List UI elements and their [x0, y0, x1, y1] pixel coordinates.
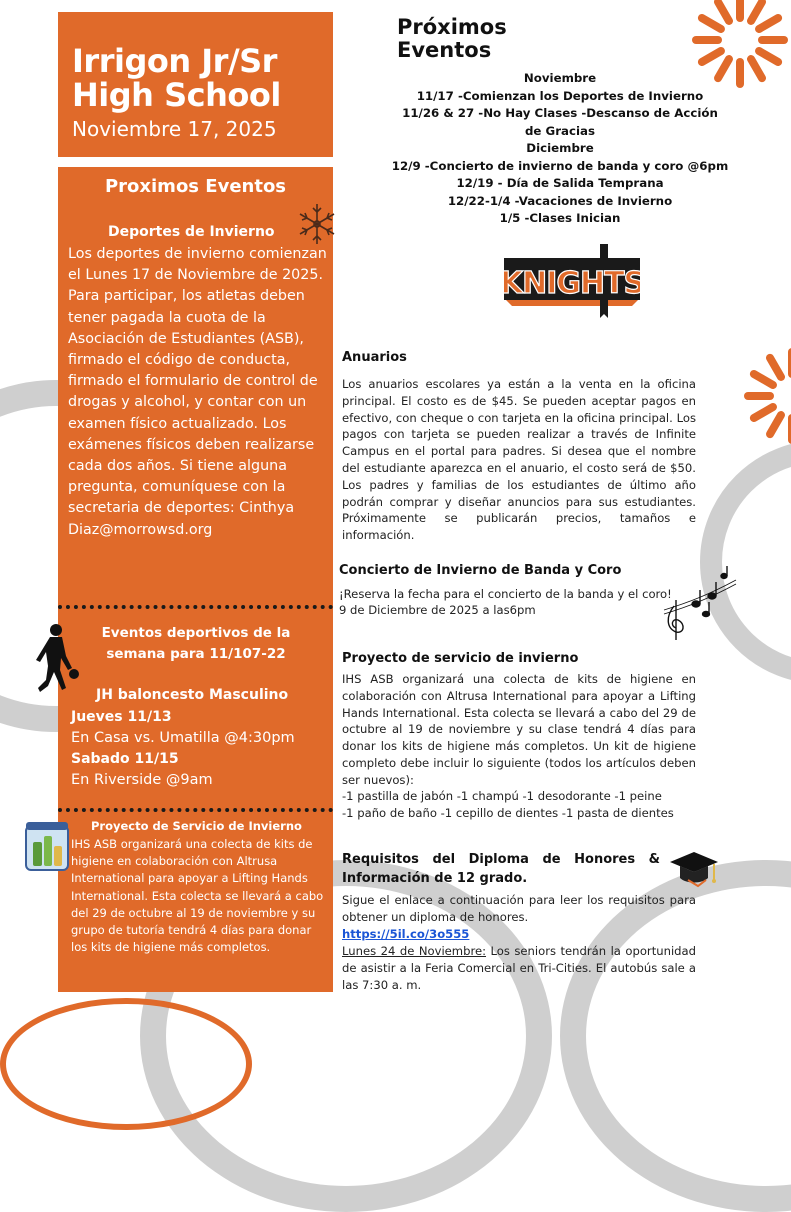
concert-heading: Concierto de Invierno de Banda y Coro	[339, 563, 622, 578]
honors-heading: Requisitos del Diploma de Honores &	[342, 852, 660, 867]
left-events-title: Proximos Eventos	[104, 176, 287, 197]
hygiene-kit-icon	[24, 820, 70, 872]
music-notes-icon	[660, 566, 740, 642]
concert-line1: ¡Reserva la fecha para el concierto de la banda y el coro!	[339, 587, 672, 601]
decor-arc-right	[700, 440, 791, 684]
knights-logo	[504, 244, 640, 318]
sports-week-heading: Eventos deportivos de la semana para 11/107-22	[101, 625, 291, 662]
snowflake-icon	[296, 201, 338, 247]
event-line: 1/5 -Clases Inician	[499, 211, 621, 225]
lunes-body: Los seniors tendrán la oportunidad de asistir a la Feria Comercial en Tri-Cities. El autobús sale a las 7:30 a. m.	[342, 944, 696, 992]
decor-arc-orange-bottom	[0, 998, 252, 1130]
winter-sports-body: Los deportes de invierno comienzan el Lunes 17 de Noviembre de 2025. Para participar, los atletas deben tener pagada la cuota de la Asociación de Estudiantes (ASB), firmado el código de conducta, firmado el formulario de control de drogas y alcohol, y contar con un examen físico actualizado. Los exámenes físicos deben realizarse cada dos años. Si tiene alguna pregunta, comuníquese con la secretaria de deportes: Cinthya Diaz@morrowsd.org	[68, 246, 327, 538]
event-line: Noviembre	[523, 71, 597, 85]
yearbooks-heading: Anuarios	[342, 350, 407, 365]
newsletter-date: Noviembre 17, 2025	[72, 117, 277, 141]
divider	[58, 808, 333, 812]
graduation-cap-icon	[668, 850, 720, 890]
honors-link[interactable]: https://5il.co/3o555	[342, 927, 470, 941]
thursday-heading: Jueves 11/13	[71, 709, 172, 725]
honors-link-wrapper	[342, 926, 469, 943]
upcoming-events-title-text: Próximos Eventos	[397, 15, 507, 62]
winter-sports-heading: Deportes de Invierno	[108, 224, 275, 240]
upcoming-events-title	[397, 16, 537, 62]
left-service-body: IHS ASB organizará una colecta de kits de higiene en colaboración con Altrusa International para apoyar a Lifting Hands International. Esta colecta se llevará a cabo del 29 de octubre al 19 de noviembre y su grupo de tutoría tendrá 4 días para donar los kits de higiene más completos.	[71, 837, 324, 955]
sunburst-decoration-right	[726, 348, 791, 444]
knights-logo-text: KNIGHTS	[504, 266, 640, 301]
event-line: 12/22-1/4 -Vacaciones de Invierno	[447, 193, 673, 208]
thursday-detail: En Casa vs. Umatilla @4:30pm	[71, 730, 295, 746]
divider	[58, 605, 333, 609]
event-line: Diciembre	[526, 141, 594, 155]
hygiene-items-line1: -1 pastilla de jabón -1 champú -1 desodorante -1 peine	[342, 789, 662, 803]
upcoming-events-list	[380, 70, 740, 228]
event-line: 12/19 - Día de Salida Temprana	[456, 176, 664, 190]
concert-line2: 9 de Diciembre de 2025 a las6pm	[339, 603, 536, 617]
honors-body: Sigue el enlace a continuación para leer los requisitos para obtener un diploma de honores.	[342, 893, 696, 924]
event-line: 11/17 -Comienzan los Deportes de Invierno	[416, 88, 704, 103]
yearbooks-body: Los anuarios escolares ya están a la venta en la oficina principal. El costo es de $45. Se pueden aceptar pagos en efectivo, con cheque o con tarjeta en la oficina principal. Los pagos con tarjeta se pueden realizar a través de Infinite Campus en el portal para padres. Si desea que el nombre del estudiante aparezca en el anuario, el costo será de $50. Los padres y familias de los estudiantes de último año podrán comprar y diseñar anuncios para sus estudiantes. Próximamente se publicarán precios, tamaños e información.	[342, 377, 696, 543]
hygiene-items-line2: -1 paño de baño -1 cepillo de dientes -1 pasta de dientes	[342, 806, 674, 820]
jh-basketball-heading: JH baloncesto Masculino	[96, 687, 289, 703]
school-name: Irrigon Jr/Sr High School	[72, 42, 281, 114]
saturday-heading: Sabado 11/15	[71, 751, 179, 767]
event-line: 11/26 & 27 -No Hay Clases -Descanso de Acción de Gracias	[402, 106, 718, 138]
lunes-paragraph	[342, 943, 696, 993]
left-service-heading: Proyecto de Servicio de Invierno	[91, 819, 302, 833]
honors-heading-line2: Información de 12 grado.	[342, 871, 528, 886]
service-project-body: IHS ASB organizará una colecta de kits de higiene en colaboración con Altrusa International para apoyar a Lifting Hands International. Esta colecta se llevará a cabo del 29 de octubre al 19 de noviembre y su clase tendrá 4 días para donar los kits de higiene más completos. Un kit de higiene completo debe incluir lo siguiente (todos los artículos deben ser nuevos):	[342, 672, 696, 787]
lunes-label: Lunes 24 de Noviembre:	[342, 944, 487, 958]
saturday-detail: En Riverside @9am	[71, 772, 213, 788]
service-project-heading: Proyecto de servicio de invierno	[342, 651, 579, 666]
event-line: 12/9 -Concierto de invierno de banda y coro @6pm	[391, 158, 729, 173]
